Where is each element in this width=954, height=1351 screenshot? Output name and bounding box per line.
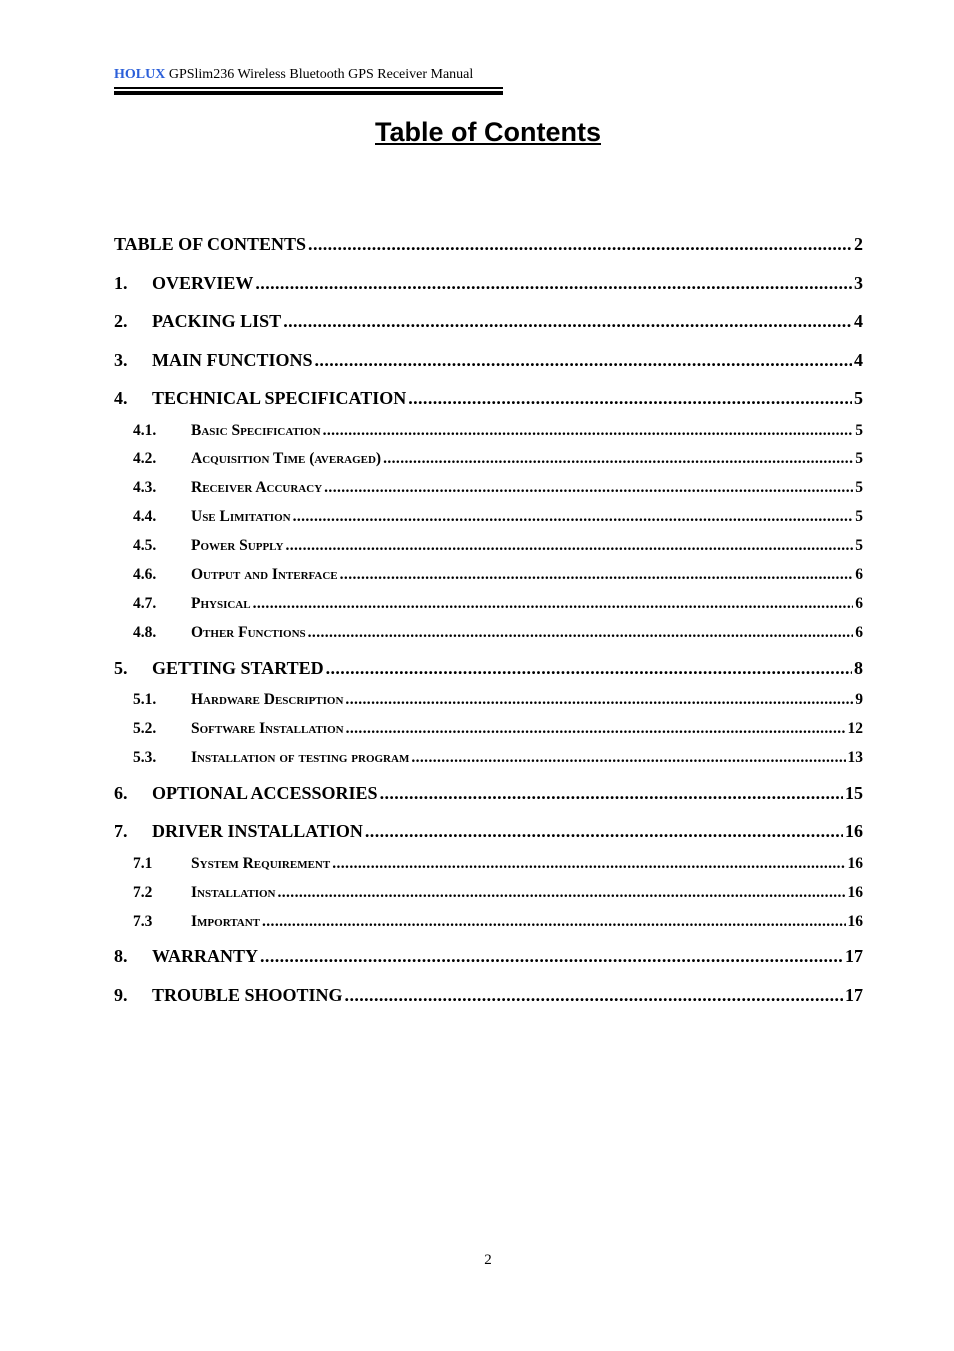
toc-label: OPTIONAL ACCESSORIES <box>152 782 378 803</box>
toc-number: 4. <box>114 388 128 408</box>
toc-number: 4.1. <box>133 421 157 439</box>
toc-label: Output and Interface <box>191 565 338 583</box>
toc-page-number: 16 <box>845 821 863 842</box>
dot-leader <box>293 509 854 525</box>
dot-leader <box>260 942 843 970</box>
toc-number: 8. <box>114 946 128 967</box>
toc-number: 2. <box>114 311 128 331</box>
toc-page-number: 4 <box>854 349 863 370</box>
toc-subentry[interactable] <box>114 856 863 885</box>
toc-subentry[interactable] <box>114 423 863 452</box>
dot-leader <box>383 451 853 467</box>
toc-entry[interactable] <box>114 346 863 385</box>
toc-entry[interactable] <box>114 817 863 856</box>
header-rule-thick <box>114 91 503 95</box>
toc-label: Basic Specification <box>191 421 321 439</box>
toc-entry[interactable] <box>114 269 863 308</box>
toc-entry[interactable] <box>114 384 863 423</box>
toc-page-number: 2 <box>854 234 863 254</box>
dot-leader <box>315 346 852 374</box>
dot-leader <box>308 230 852 258</box>
toc-label: GETTING STARTED <box>152 657 324 678</box>
toc-subentry[interactable] <box>114 567 863 596</box>
toc-number: 4.6. <box>133 565 157 583</box>
toc-subentry[interactable] <box>114 480 863 509</box>
dot-leader <box>408 384 852 412</box>
toc-label: Installation of testing program <box>191 748 410 766</box>
dot-leader <box>308 625 854 641</box>
toc-number: 5.1. <box>133 691 157 709</box>
toc-label: PACKING LIST <box>152 311 282 331</box>
toc-page-number: 5 <box>855 508 863 526</box>
toc-page-number: 16 <box>847 854 863 872</box>
toc-label: Receiver Accuracy <box>191 479 323 497</box>
toc-number: 4.2. <box>133 450 157 468</box>
dot-leader <box>262 914 846 930</box>
dot-leader <box>340 567 854 583</box>
toc-label: Use Limitation <box>191 508 291 526</box>
toc-label: TROUBLE SHOOTING <box>152 984 343 1005</box>
toc-label: MAIN FUNCTIONS <box>152 349 313 370</box>
toc-entry[interactable] <box>114 654 863 693</box>
toc-page-number: 5 <box>854 388 863 408</box>
dot-leader <box>323 423 854 439</box>
toc-number: 4.4. <box>133 508 157 526</box>
toc-page-number: 13 <box>847 748 863 766</box>
toc-page-number: 15 <box>845 782 863 803</box>
toc-number: 6. <box>114 782 128 803</box>
dot-leader <box>253 596 854 612</box>
toc-subentry[interactable] <box>114 750 863 779</box>
toc-subentry[interactable] <box>114 538 863 567</box>
toc-number: 7.1 <box>133 854 153 872</box>
toc-label: TECHNICAL SPECIFICATION <box>152 388 407 408</box>
dot-leader <box>346 721 846 737</box>
dot-leader <box>277 885 845 901</box>
toc-page-number: 12 <box>847 720 863 738</box>
toc-page-number: 8 <box>854 657 863 678</box>
toc-subentry[interactable] <box>114 885 863 914</box>
toc-number: 4.5. <box>133 537 157 555</box>
toc-page-number: 17 <box>845 984 863 1005</box>
toc-page-number: 9 <box>855 691 863 709</box>
dot-leader <box>345 981 843 1009</box>
page-title: Table of Contents <box>375 117 601 147</box>
toc-number: 4.3. <box>133 479 157 497</box>
toc-page-number: 16 <box>847 912 863 930</box>
page-number: 2 <box>484 1252 492 1268</box>
toc-number: 4.8. <box>133 623 157 641</box>
toc-page-number: 5 <box>855 421 863 439</box>
toc-label: Software Installation <box>191 720 344 738</box>
toc-label: Installation <box>191 883 276 901</box>
toc-number: 7. <box>114 821 128 842</box>
dot-leader <box>332 856 845 872</box>
toc-label: Hardware Description <box>191 691 344 709</box>
dot-leader <box>380 779 843 807</box>
toc-label: Physical <box>191 594 251 612</box>
toc-subentry[interactable] <box>114 914 863 943</box>
dot-leader <box>255 269 852 297</box>
toc-page-number: 5 <box>855 450 863 468</box>
toc-subentry[interactable] <box>114 692 863 721</box>
toc-number: 9. <box>114 984 128 1005</box>
toc-label: DRIVER INSTALLATION <box>152 821 363 842</box>
toc-number: 3. <box>114 349 128 370</box>
dot-leader <box>365 817 843 845</box>
manual-title: GPSlim236 Wireless Bluetooth GPS Receiver Manual <box>168 67 474 82</box>
dot-leader <box>326 654 852 682</box>
toc-subentry[interactable] <box>114 625 863 654</box>
toc-entry[interactable] <box>114 779 863 818</box>
toc-subentry[interactable] <box>114 596 863 625</box>
toc-number: 5. <box>114 657 128 678</box>
toc-number: 7.2 <box>133 883 153 901</box>
toc-subentry[interactable] <box>114 509 863 538</box>
dot-leader <box>411 750 845 766</box>
toc-page-number: 17 <box>845 946 863 967</box>
toc-label: TABLE OF CONTENTS <box>114 234 307 254</box>
toc-number: 7.3 <box>133 912 153 930</box>
dot-leader <box>285 538 853 554</box>
toc-entry[interactable] <box>114 981 863 1020</box>
running-header <box>114 67 504 83</box>
toc-page-number: 6 <box>855 594 863 612</box>
toc-label: Acquisition Time (averaged) <box>191 450 382 468</box>
toc-entry[interactable] <box>114 307 863 346</box>
toc-page-number: 6 <box>855 565 863 583</box>
dot-leader <box>283 307 852 335</box>
header-rule-thin <box>114 87 503 89</box>
toc-label: Important <box>191 912 260 930</box>
toc-page-number: 5 <box>855 479 863 497</box>
toc-number: 4.7. <box>133 594 157 612</box>
toc-page-number: 4 <box>854 311 863 331</box>
toc-label: Power Supply <box>191 537 284 555</box>
toc-label: OVERVIEW <box>152 272 254 293</box>
dot-leader <box>324 480 853 496</box>
toc-page-number: 3 <box>854 272 863 293</box>
table-of-contents <box>114 230 863 1019</box>
toc-entry[interactable] <box>114 942 863 981</box>
toc-number: 5.3. <box>133 748 157 766</box>
brand-name: HOLUX <box>114 67 166 82</box>
toc-label: Other Functions <box>191 623 306 641</box>
dot-leader <box>345 692 853 708</box>
toc-subentry[interactable] <box>114 451 863 480</box>
toc-page-number: 16 <box>847 883 863 901</box>
toc-number: 5.2. <box>133 720 157 738</box>
toc-entry[interactable] <box>114 230 863 269</box>
toc-number: 1. <box>114 272 128 293</box>
toc-label: WARRANTY <box>152 946 259 967</box>
toc-subentry[interactable] <box>114 721 863 750</box>
toc-page-number: 6 <box>855 623 863 641</box>
toc-page-number: 5 <box>855 537 863 555</box>
toc-label: System Requirement <box>191 854 331 872</box>
